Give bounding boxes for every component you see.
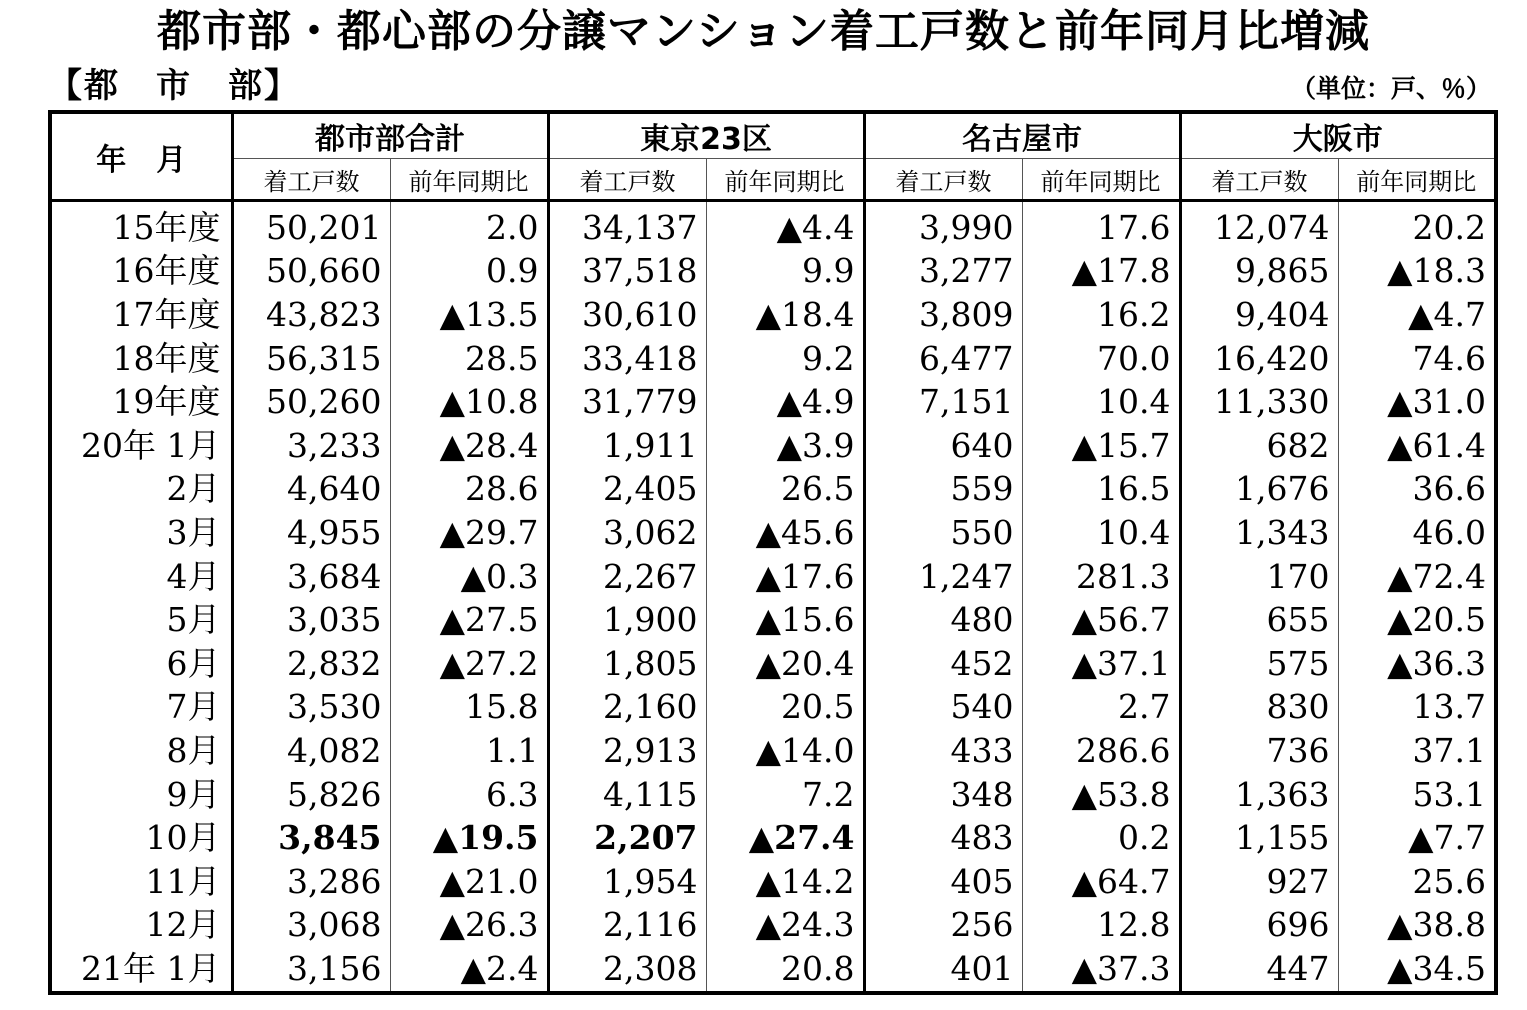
yoy-ratio-cell: ▲3.9 [706, 424, 864, 468]
starts-count-cell: 3,530 [232, 686, 390, 730]
starts-count-cell: 696 [1180, 904, 1338, 948]
starts-count-cell: 1,676 [1180, 468, 1338, 512]
yoy-ratio-cell: ▲17.8 [1022, 250, 1180, 294]
table-body [50, 201, 1496, 993]
yoy-ratio-cell: 16.2 [1022, 293, 1180, 337]
starts-count-cell: 1,911 [548, 424, 706, 468]
yoy-ratio-cell: ▲28.4 [390, 424, 548, 468]
starts-count-cell: 433 [864, 729, 1022, 773]
yoy-ratio-cell: 53.1 [1338, 773, 1496, 817]
starts-count-cell: 2,116 [548, 904, 706, 948]
starts-count-cell: 3,809 [864, 293, 1022, 337]
starts-count-cell: 348 [864, 773, 1022, 817]
starts-count-cell: 256 [864, 904, 1022, 948]
starts-count-cell: 1,900 [548, 598, 706, 642]
subheader-ratio: 前年同期比 [1338, 159, 1496, 201]
group-header-nagoya: 名古屋市 [864, 112, 1180, 159]
yoy-ratio-cell: 1.1 [390, 729, 548, 773]
starts-count-cell: 1,954 [548, 860, 706, 904]
yoy-ratio-cell: 25.6 [1338, 860, 1496, 904]
starts-count-cell: 50,660 [232, 250, 390, 294]
starts-count-cell: 540 [864, 686, 1022, 730]
starts-count-cell: 447 [1180, 947, 1338, 993]
starts-count-cell: 1,805 [548, 642, 706, 686]
yoy-ratio-cell: ▲24.3 [706, 904, 864, 948]
row-label: 7月 [166, 687, 221, 727]
yoy-ratio-cell: ▲2.4 [390, 947, 548, 993]
yoy-ratio-cell: 0.9 [390, 250, 548, 294]
yoy-ratio-cell: ▲45.6 [706, 511, 864, 555]
starts-count-cell: 3,990 [864, 201, 1022, 250]
starts-count-cell: 2,207 [548, 816, 706, 860]
starts-count-cell: 9,865 [1180, 250, 1338, 294]
subheader-count: 着工戸数 [864, 159, 1022, 201]
starts-count-cell: 405 [864, 860, 1022, 904]
group-header-urban-total: 都市部合計 [232, 112, 548, 159]
table-row [50, 729, 1496, 773]
starts-count-cell: 30,610 [548, 293, 706, 337]
yoy-ratio-cell: 286.6 [1022, 729, 1180, 773]
starts-count-cell: 640 [864, 424, 1022, 468]
year-month-header: 年 月 [50, 112, 232, 201]
row-label: 2月 [166, 469, 221, 509]
yoy-ratio-cell: 13.7 [1338, 686, 1496, 730]
starts-count-cell: 6,477 [864, 337, 1022, 381]
starts-count-cell: 4,082 [232, 729, 390, 773]
starts-count-cell: 1,247 [864, 555, 1022, 599]
subheader-count: 着工戸数 [1180, 159, 1338, 201]
starts-count-cell: 550 [864, 511, 1022, 555]
yoy-ratio-cell: ▲7.7 [1338, 816, 1496, 860]
yoy-ratio-cell: 2.0 [390, 201, 548, 250]
yoy-ratio-cell: ▲64.7 [1022, 860, 1180, 904]
row-label: 4月 [166, 556, 221, 596]
starts-count-cell: 11,330 [1180, 380, 1338, 424]
yoy-ratio-cell: ▲37.3 [1022, 947, 1180, 993]
table-row [50, 860, 1496, 904]
starts-count-cell: 50,260 [232, 380, 390, 424]
yoy-ratio-cell: ▲20.4 [706, 642, 864, 686]
table-row [50, 555, 1496, 599]
yoy-ratio-cell: ▲18.3 [1338, 250, 1496, 294]
starts-count-cell: 401 [864, 947, 1022, 993]
starts-count-cell: 2,405 [548, 468, 706, 512]
starts-count-cell: 736 [1180, 729, 1338, 773]
yoy-ratio-cell: ▲27.4 [706, 816, 864, 860]
table-row [50, 686, 1496, 730]
starts-count-cell: 655 [1180, 598, 1338, 642]
yoy-ratio-cell: 9.9 [706, 250, 864, 294]
row-label: 6月 [166, 643, 221, 683]
yoy-ratio-cell: ▲20.5 [1338, 598, 1496, 642]
table-row [50, 424, 1496, 468]
starts-count-cell: 4,955 [232, 511, 390, 555]
starts-count-cell: 682 [1180, 424, 1338, 468]
row-label: 11月 [145, 861, 221, 901]
starts-count-cell: 5,826 [232, 773, 390, 817]
row-label: 17年度 [112, 294, 221, 334]
yoy-ratio-cell: 0.2 [1022, 816, 1180, 860]
starts-count-cell: 3,233 [232, 424, 390, 468]
starts-count-cell: 2,160 [548, 686, 706, 730]
starts-count-cell: 830 [1180, 686, 1338, 730]
table-row [50, 598, 1496, 642]
row-label: 20年 1月 [81, 425, 221, 465]
yoy-ratio-cell: ▲36.3 [1338, 642, 1496, 686]
table-row [50, 511, 1496, 555]
yoy-ratio-cell: ▲17.6 [706, 555, 864, 599]
yoy-ratio-cell: ▲61.4 [1338, 424, 1496, 468]
yoy-ratio-cell: 9.2 [706, 337, 864, 381]
table-row [50, 250, 1496, 294]
row-label: 10月 [145, 818, 221, 858]
yoy-ratio-cell: 10.4 [1022, 511, 1180, 555]
starts-count-cell: 2,913 [548, 729, 706, 773]
starts-count-cell: 3,845 [232, 816, 390, 860]
starts-count-cell: 3,286 [232, 860, 390, 904]
starts-count-cell: 31,779 [548, 380, 706, 424]
yoy-ratio-cell: 12.8 [1022, 904, 1180, 948]
starts-count-cell: 1,343 [1180, 511, 1338, 555]
section-label: 【都 市 部】 [48, 66, 300, 106]
row-label: 15年度 [112, 207, 221, 247]
starts-count-cell: 3,035 [232, 598, 390, 642]
table-row [50, 337, 1496, 381]
starts-count-cell: 3,684 [232, 555, 390, 599]
yoy-ratio-cell: ▲4.9 [706, 380, 864, 424]
starts-count-cell: 3,277 [864, 250, 1022, 294]
group-header-tokyo-23: 東京23区 [548, 112, 864, 159]
starts-count-cell: 50,201 [232, 201, 390, 250]
row-label: 3月 [166, 512, 221, 552]
yoy-ratio-cell: 10.4 [1022, 380, 1180, 424]
yoy-ratio-cell: ▲14.0 [706, 729, 864, 773]
header-row-subcolumns [50, 159, 1496, 201]
starts-count-cell: 7,151 [864, 380, 1022, 424]
row-label: 9月 [166, 774, 221, 814]
yoy-ratio-cell: 20.8 [706, 947, 864, 993]
table-row [50, 904, 1496, 948]
table-row [50, 201, 1496, 250]
yoy-ratio-cell: 20.2 [1338, 201, 1496, 250]
yoy-ratio-cell: ▲29.7 [390, 511, 548, 555]
page-title: 都市部・都心部の分譲マンション着工戸数と前年同月比増減 [156, 6, 1371, 57]
starts-count-cell: 9,404 [1180, 293, 1338, 337]
row-label: 16年度 [112, 251, 221, 291]
row-label: 19年度 [112, 382, 221, 422]
yoy-ratio-cell: ▲4.7 [1338, 293, 1496, 337]
yoy-ratio-cell: 15.8 [390, 686, 548, 730]
unit-label: （単位：戸、％） [1290, 74, 1491, 103]
starts-count-cell: 43,823 [232, 293, 390, 337]
starts-count-cell: 1,363 [1180, 773, 1338, 817]
starts-count-cell: 170 [1180, 555, 1338, 599]
yoy-ratio-cell: 16.5 [1022, 468, 1180, 512]
subheader-ratio: 前年同期比 [706, 159, 864, 201]
table-row [50, 293, 1496, 337]
starts-count-cell: 2,832 [232, 642, 390, 686]
yoy-ratio-cell: ▲15.7 [1022, 424, 1180, 468]
subheader-ratio: 前年同期比 [1022, 159, 1180, 201]
starts-count-cell: 452 [864, 642, 1022, 686]
yoy-ratio-cell: ▲14.2 [706, 860, 864, 904]
yoy-ratio-cell: ▲53.8 [1022, 773, 1180, 817]
yoy-ratio-cell: ▲18.4 [706, 293, 864, 337]
starts-count-cell: 575 [1180, 642, 1338, 686]
yoy-ratio-cell: ▲0.3 [390, 555, 548, 599]
yoy-ratio-cell: ▲13.5 [390, 293, 548, 337]
row-label: 12月 [145, 905, 221, 945]
yoy-ratio-cell: 7.2 [706, 773, 864, 817]
yoy-ratio-cell: ▲19.5 [390, 816, 548, 860]
starts-count-cell: 2,308 [548, 947, 706, 993]
row-label: 18年度 [112, 338, 221, 378]
starts-count-cell: 33,418 [548, 337, 706, 381]
yoy-ratio-cell: ▲15.6 [706, 598, 864, 642]
starts-count-cell: 559 [864, 468, 1022, 512]
yoy-ratio-cell: ▲37.1 [1022, 642, 1180, 686]
starts-count-cell: 37,518 [548, 250, 706, 294]
yoy-ratio-cell: 6.3 [390, 773, 548, 817]
yoy-ratio-cell: 26.5 [706, 468, 864, 512]
yoy-ratio-cell: ▲4.4 [706, 201, 864, 250]
starts-count-cell: 3,068 [232, 904, 390, 948]
starts-count-cell: 483 [864, 816, 1022, 860]
starts-count-cell: 3,062 [548, 511, 706, 555]
row-label: 21年 1月 [81, 948, 221, 988]
starts-count-cell: 4,640 [232, 468, 390, 512]
yoy-ratio-cell: ▲27.5 [390, 598, 548, 642]
table-row [50, 468, 1496, 512]
row-label: 5月 [166, 600, 221, 640]
header-row-groups [50, 112, 1496, 159]
yoy-ratio-cell: ▲10.8 [390, 380, 548, 424]
yoy-ratio-cell: 17.6 [1022, 201, 1180, 250]
yoy-ratio-cell: 28.5 [390, 337, 548, 381]
yoy-ratio-cell: ▲38.8 [1338, 904, 1496, 948]
starts-count-cell: 1,155 [1180, 816, 1338, 860]
yoy-ratio-cell: 46.0 [1338, 511, 1496, 555]
starts-count-cell: 3,156 [232, 947, 390, 993]
yoy-ratio-cell: ▲34.5 [1338, 947, 1496, 993]
yoy-ratio-cell: 20.5 [706, 686, 864, 730]
table-row [50, 816, 1496, 860]
yoy-ratio-cell: ▲27.2 [390, 642, 548, 686]
yoy-ratio-cell: 74.6 [1338, 337, 1496, 381]
yoy-ratio-cell: 281.3 [1022, 555, 1180, 599]
starts-count-cell: 16,420 [1180, 337, 1338, 381]
starts-count-cell: 12,074 [1180, 201, 1338, 250]
yoy-ratio-cell: ▲21.0 [390, 860, 548, 904]
subheader-ratio: 前年同期比 [390, 159, 548, 201]
starts-count-cell: 34,137 [548, 201, 706, 250]
yoy-ratio-cell: 37.1 [1338, 729, 1496, 773]
table-row [50, 642, 1496, 686]
row-label: 8月 [166, 730, 221, 770]
yoy-ratio-cell: 28.6 [390, 468, 548, 512]
table-row [50, 947, 1496, 993]
housing-starts-table [48, 110, 1498, 995]
yoy-ratio-cell: ▲72.4 [1338, 555, 1496, 599]
yoy-ratio-cell: 2.7 [1022, 686, 1180, 730]
yoy-ratio-cell: ▲56.7 [1022, 598, 1180, 642]
table-row [50, 380, 1496, 424]
subheader-count: 着工戸数 [548, 159, 706, 201]
group-header-osaka: 大阪市 [1180, 112, 1496, 159]
starts-count-cell: 927 [1180, 860, 1338, 904]
yoy-ratio-cell: ▲31.0 [1338, 380, 1496, 424]
subheader-count: 着工戸数 [232, 159, 390, 201]
starts-count-cell: 4,115 [548, 773, 706, 817]
yoy-ratio-cell: 70.0 [1022, 337, 1180, 381]
starts-count-cell: 480 [864, 598, 1022, 642]
starts-count-cell: 2,267 [548, 555, 706, 599]
starts-count-cell: 56,315 [232, 337, 390, 381]
table-row [50, 773, 1496, 817]
yoy-ratio-cell: 36.6 [1338, 468, 1496, 512]
yoy-ratio-cell: ▲26.3 [390, 904, 548, 948]
